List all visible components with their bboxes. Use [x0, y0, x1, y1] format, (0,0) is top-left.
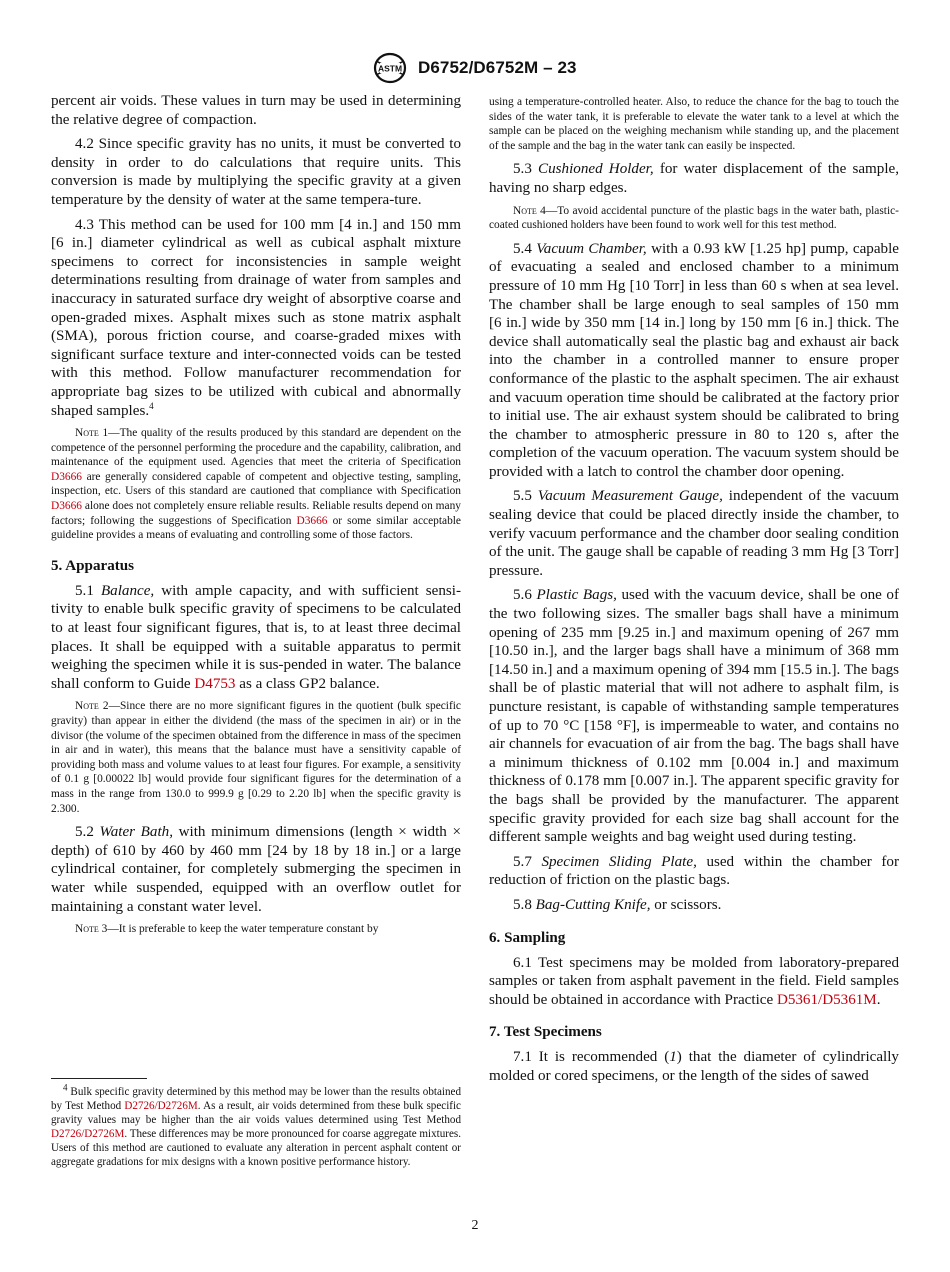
para-text: ) that the diameter of cylindrically molded or cored specimens, or the length of the sides of sawed — [489, 1049, 899, 1084]
paragraph-5-2 — [51, 823, 461, 916]
para-text: . — [876, 991, 881, 1008]
para-number: 5.6 — [513, 587, 537, 604]
paragraph-5-1 — [51, 582, 461, 694]
svg-text:ASTM: ASTM — [377, 63, 403, 74]
para-text: as a class GP2 balance. — [235, 675, 380, 692]
document-designation: D6752/D6752M – 23 — [418, 58, 577, 77]
term: Vacuum Measurement Gauge, — [537, 488, 723, 505]
term: Cushioned Holder, — [538, 161, 654, 178]
paragraph-4-3 — [51, 216, 461, 421]
paragraph-5-5 — [489, 487, 899, 580]
section-heading-apparatus: 5. Apparatus — [51, 557, 135, 574]
para-text: used within the chamber for reduction of friction on the plastic bags. — [489, 853, 900, 889]
term: Water Bath, — [99, 824, 173, 841]
footnote-ref-4[interactable]: 4 — [149, 400, 154, 411]
para-text: with ample capacity, and with sufficient sensi-tivity to enable bulk specific gravity of specimens to be calculated to at least four significant figures, that is, to at least three decimal places. It shall be equipped with a suitable apparatus to permit weighing the specimen while it is sus-pended in water. The balance shall conform to Guide — [51, 582, 461, 692]
para-text: with a 0.93 kW [1.25 hp] pump, capable of evacuating a sealed and enclosed chamber to a minimum pressure of 10 mm Hg [10 Torr] in less than 60 s when at sea level. The chamber shall be large enough to seal samples of 150 mm [6 in.] wide by 350 mm [14 in.] long by 150 mm [6 in.] thick. The device shall automatically seal the plastic bag and exhaust air back into the chamber in a controlled manner to ensure proper conformance of the plastic to the asphalt specimen. The air exhaust and vacuum operation time should be calibrated at the factory prior to initial use. The air exhaust system should be calibrated to bring the chamber to atmospheric pressure in 80 to 120 s, after the completion of the vacuum operation. The vacuum system should be provided with a latch to control the chamber door opening. — [489, 240, 899, 480]
astm-logo-icon — [372, 52, 408, 84]
note-text: —It is preferable to keep the water temperature constant by — [107, 923, 379, 936]
page-header — [0, 46, 950, 90]
para-number: 5.8 — [513, 896, 536, 913]
footnote-4 — [51, 1082, 461, 1170]
note-text: or some similar acceptable guideline provides a means of evaluating and controlling some of those factors. — [51, 514, 461, 542]
para-text: used with the vacuum device, shall be one of the two following sizes. The smaller bags shall have a minimum opening of 235 mm [9.25 in.] and maximum opening of 267 mm [10.50 in.], and the larger bags shall have a minimum of 368 mm [14.50 in.] and a maximum opening of 394 mm [15.5 in.]. The bags shall be of plastic material that will not adhere to asphalt film, is puncture resistant, is capable of withstanding sample temperatures of up to 70 °C [158 °F], is impermeable to water, and contains no air channels for evacuation of air from the bag. The bags shall have a minimum thickness of 0.102 mm [0.004 in.] and maximum thickness of 0.178 mm [0.007 in.]. The apparent specific gravity for the bags shall be provided by the manufacturer. The apparent specific gravity provided for each size bag shall account for the different sample weights and bag weight used during testing. — [489, 587, 899, 846]
footnote-text: Bulk specific gravity determined by this method may be lower than the results obtained by Test Method — [51, 1086, 461, 1113]
note-label: Note — [75, 427, 99, 440]
note-text: —Since there are no more significant figures in the quotient (bulk specific gravity) than appear in either the dividend (the mass of the specimen in air) or in the divisor (the volume of the specimen obtained from the difference in mass of the specimen in air and in water), this means that the balance must have a sensitivity capable of providing both mass and volume values to at least four figures. For example, a sensitivity of 0.1 g [0.00022 lb] would provide four significant figures for the determination of a mass in the range from 130.0 to 999.9 g [0.29 to 2.20 lb] when the specific gravity is 2.300. — [51, 700, 461, 815]
note-number: 2 — [102, 700, 109, 713]
paragraph-7-1 — [489, 1048, 899, 1085]
paragraph-5-8 — [489, 896, 899, 915]
link-d5361[interactable]: D5361/D5361M — [776, 991, 877, 1008]
term: Bag-Cutting Knife, — [535, 896, 651, 913]
note-text: alone does not completely ensure reliable results. Reliable results depend on many factors; following the suggestions of Specification — [51, 500, 461, 527]
note-3 — [51, 922, 461, 937]
reference-number: 1 — [669, 1049, 677, 1066]
para-text: 6.1 Test specimens may be molded from laboratory-prepared samples or taken from asphalt pavement in the field. Field samples should be obtained in accordance with Practice — [489, 954, 899, 1008]
note-label: Note — [75, 923, 99, 936]
para-number: 5.5 — [513, 488, 538, 505]
para-text: for water displacement of the sample, having no sharp edges. — [489, 161, 900, 196]
note-text: —The quality of the results produced by this standard are dependent on the competence of the personnel performing the procedure and the capability, calibration, and maintenance of the equipment used. Agencies that meet the criteria of Specification — [51, 427, 461, 469]
link-d2726[interactable]: D2726/D2726M — [51, 1128, 125, 1141]
paragraph-6-1 — [489, 954, 899, 1010]
term: Specimen Sliding Plate, — [541, 853, 697, 870]
paragraph-5-7 — [489, 853, 899, 890]
para-number: 5.4 — [513, 240, 537, 257]
paragraph-5-6 — [489, 586, 899, 846]
link-d3666[interactable]: D3666 — [51, 500, 83, 513]
para-text: 7.1 It is recommended ( — [513, 1049, 670, 1066]
para-number: 5.1 — [75, 582, 101, 599]
section-heading-test-specimens: 7. Test Specimens — [489, 1024, 602, 1041]
footnote-text: . These differences may be more pronounced for coarse aggregate mixtures. Users of this method are cautioned to evaluate any alteration in percent asphalt content or aggregate gradations for mix designs with a known positive performance history. — [51, 1128, 461, 1169]
note-4 — [489, 204, 899, 233]
note-text: —To avoid accidental puncture of the plastic bags in the water bath, plastic-coated cushioned holders have been found to work well for this test method. — [489, 204, 899, 232]
footnote-number: 4 — [63, 1082, 68, 1093]
para-number: 5.2 — [75, 824, 100, 841]
left-column — [51, 92, 461, 944]
para-number: 5.7 — [513, 853, 542, 870]
page-number: 2 — [471, 1218, 479, 1233]
link-d3666[interactable]: D3666 — [296, 514, 328, 527]
term: Plastic Bags, — [536, 587, 617, 604]
note-label: Note — [513, 204, 537, 217]
paragraph-5-4 — [489, 240, 899, 482]
note-number: 4 — [540, 204, 546, 217]
note-text: are generally considered capable of competent and objective testing, sampling, inspection, etc. Users of this standard are cautioned that compliance with Specification — [51, 470, 461, 498]
para-text: or scissors. — [650, 896, 722, 913]
right-column — [489, 92, 899, 1092]
note-number: 1 — [102, 427, 109, 440]
para-number: 5.3 — [513, 161, 539, 178]
note-number: 3 — [101, 923, 108, 936]
paragraph-4-3-text: 4.3 This method can be used for 100 mm [4 in.] and 150 mm [6 in.] diameter cylindrical as well as cubical asphalt mixture specimens to correct for inconsistencies in sample weight determinations resulting from drainage of water from samples and inaccuracy in saturated surface dry weight of absorptive coarse and open-graded mixes. Asphalt mixes such as stone matrix asphalt (SMA), porous friction course, and coarse-graded mixes with significant surface texture and inter-connected voids can be tested with this method. Follow manufacturer recommendation for appropriate bag sizes to be utilized with cubical and abnormally shaped samples. — [51, 216, 461, 419]
footnote-area — [51, 1078, 461, 1170]
paragraph-4-1-continued: percent air voids. These values in turn may be used in determining the relative degree of compaction. — [51, 93, 461, 128]
paragraph-5-3 — [489, 160, 899, 197]
note-2 — [51, 699, 461, 816]
para-text: independent of the vacuum sealing device that could be placed directly inside the chamber, to verify vacuum performance and the chamber door sealing condition of the unit. The gauge shall be capable of reading 3 mm Hg [3 Torr] pressure. — [489, 488, 899, 579]
note-1 — [51, 426, 461, 543]
section-heading-sampling: 6. Sampling — [489, 929, 566, 946]
term: Vacuum Chamber, — [536, 240, 647, 257]
footnote-text: . As a result, air voids determined from these bulk specific gravity values may be higher than the air voids values determined using Test Method — [51, 1100, 461, 1127]
note-label: Note — [75, 700, 99, 713]
term: Balance, — [100, 582, 155, 599]
footnote-divider — [51, 1078, 147, 1079]
link-d3666[interactable]: D3666 — [51, 470, 83, 483]
note-3-continued: using a temperature-controlled heater. Also, to reduce the chance for the bag to touch the sides of the water tank, it is preferable to elevate the water tank to a level at which the sample can be placed on the weighing mechanism while standing up, and the placement of the sample and the bag in the water tank can easily be inspected. — [489, 96, 899, 152]
paragraph-4-2: 4.2 Since specific gravity has no units, it must be converted to density in order to do calculations that require units. This conversion is made by multiplying the specific gravity at a given temperature by the density of water at the same tempera-ture. — [51, 136, 461, 208]
link-d2726[interactable]: D2726/D2726M — [124, 1100, 198, 1113]
link-d4753[interactable]: D4753 — [194, 675, 236, 692]
para-text: with minimum dimensions (length × width × depth) of 610 by 460 by 460 mm [24 by 18 by 18 in.] or a large cylindrical container, for completely submerging the specimen in water while suspended, equipped with an overflow outlet for maintaining a constant water level. — [51, 824, 462, 915]
